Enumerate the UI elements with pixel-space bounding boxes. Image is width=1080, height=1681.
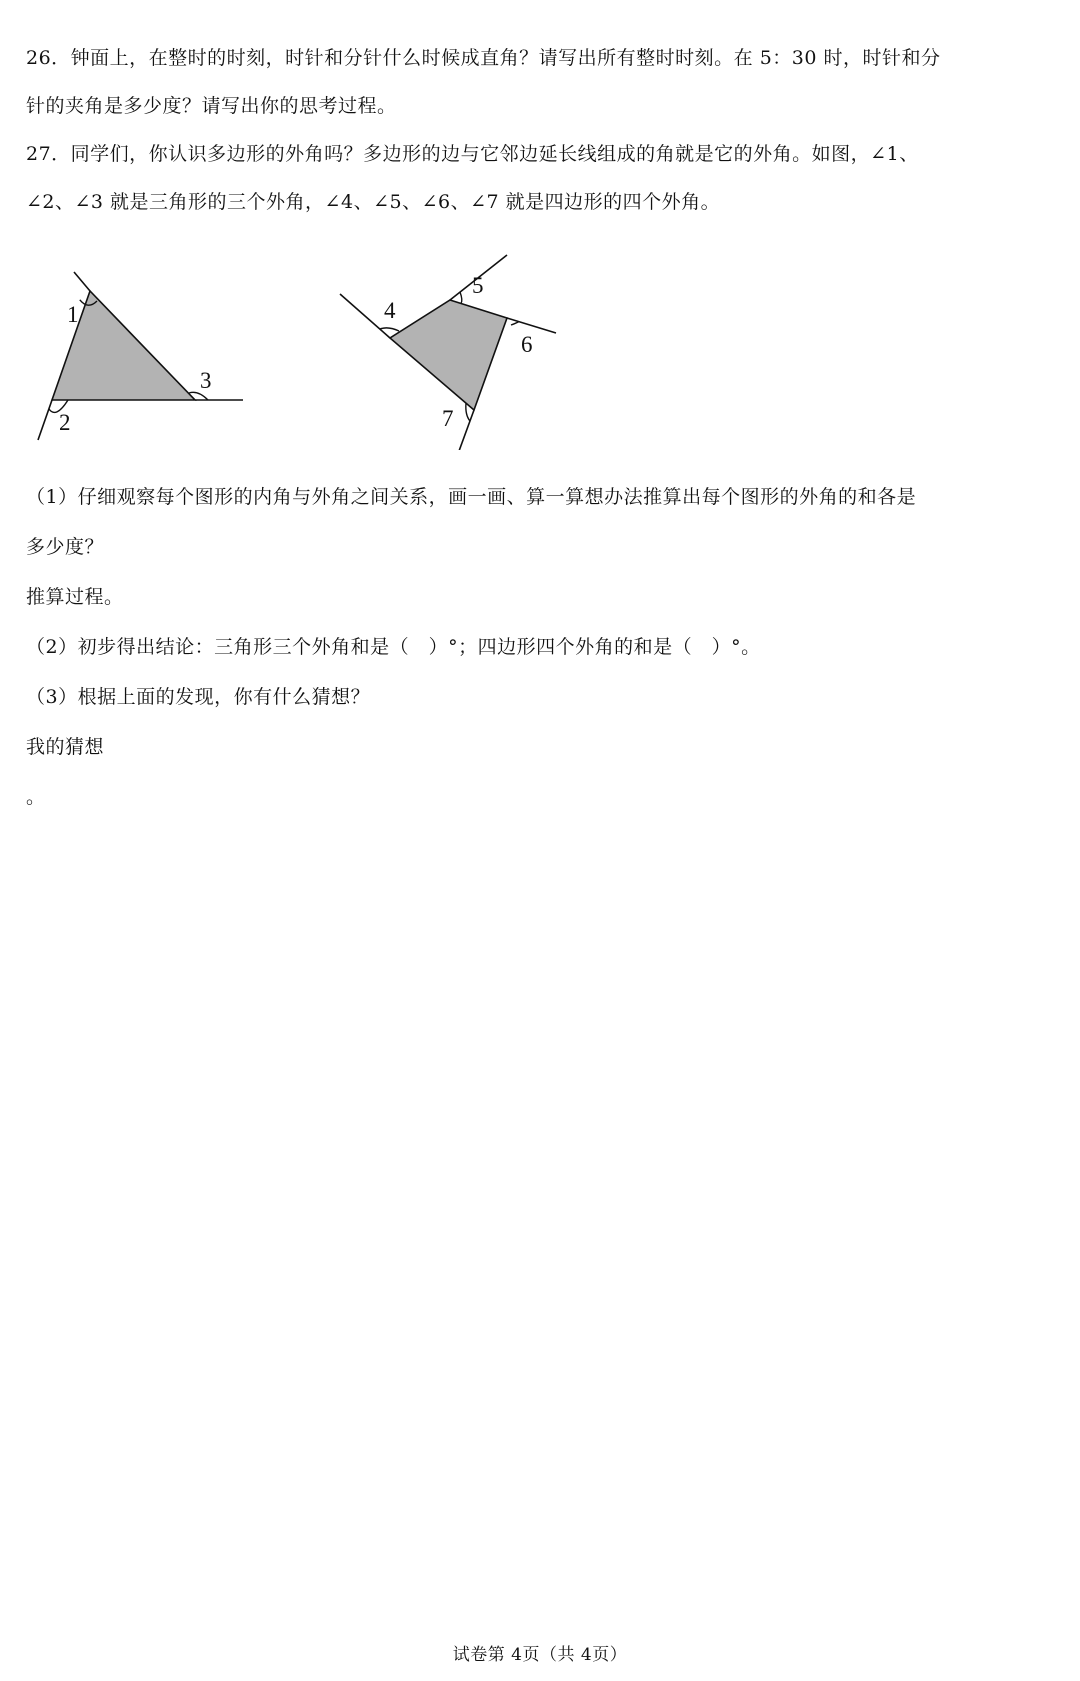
q27-part1-line-2: 多少度？ <box>26 536 105 558</box>
angle-label-6: 6 <box>521 332 533 357</box>
q27-line-2: ∠2、∠3 就是三角形的三个外角，∠4、∠5、∠6、∠7 就是四边形的四个外角。 <box>26 191 721 213</box>
angle-6-arc <box>511 322 519 325</box>
q27-reasoning-label: 推算过程。 <box>26 586 124 608</box>
angle-label-1: 1 <box>67 302 79 327</box>
quad-extension-left <box>340 294 390 338</box>
q27-part3: （3）根据上面的发现，你有什么猜想？ <box>26 686 371 708</box>
angle-5-arc <box>460 292 462 304</box>
q27-guess-label: 我的猜想 <box>26 736 105 758</box>
angle-label-3: 3 <box>200 368 212 393</box>
polygon-exterior-angles-figure <box>0 240 600 450</box>
quadrilateral-shape <box>390 300 507 410</box>
page-footer: 试卷第 4页（共 4页） <box>452 1645 628 1665</box>
q27-guess-end: 。 <box>26 786 46 808</box>
triangle-figure <box>38 272 243 440</box>
q27-part1-line-1: （1）仔细观察每个图形的内角与外角之间关系，画一画、算一算想办法推算出每个图形的外角的和各是 <box>26 486 917 508</box>
q27-part2: （2）初步得出结论：三角形三个外角和是（ ）°；四边形四个外角的和是（ ）°。 <box>26 636 761 658</box>
q26-line-2: 针的夹角是多少度？请写出你的思考过程。 <box>26 95 397 117</box>
angle-label-5: 5 <box>472 273 484 298</box>
angle-label-7: 7 <box>442 406 454 431</box>
q26-line-1: 26．钟面上，在整时的时刻，时针和分针什么时候成直角？请写出所有整时时刻。在 5：30 时，时针和分 <box>26 47 941 69</box>
angle-label-2: 2 <box>59 410 71 435</box>
quad-extension-bottom <box>455 410 474 450</box>
angle-4-arc <box>380 328 399 331</box>
quadrilateral-figure <box>340 255 556 450</box>
quad-extension-right <box>507 318 556 333</box>
q27-line-1: 27．同学们，你认识多边形的外角吗？多边形的边与它邻边延长线组成的角就是它的外角。如图，∠1、 <box>26 143 919 165</box>
angle-label-4: 4 <box>384 298 396 323</box>
triangle-extension-top <box>74 272 90 291</box>
triangle-extension-left <box>38 400 52 440</box>
